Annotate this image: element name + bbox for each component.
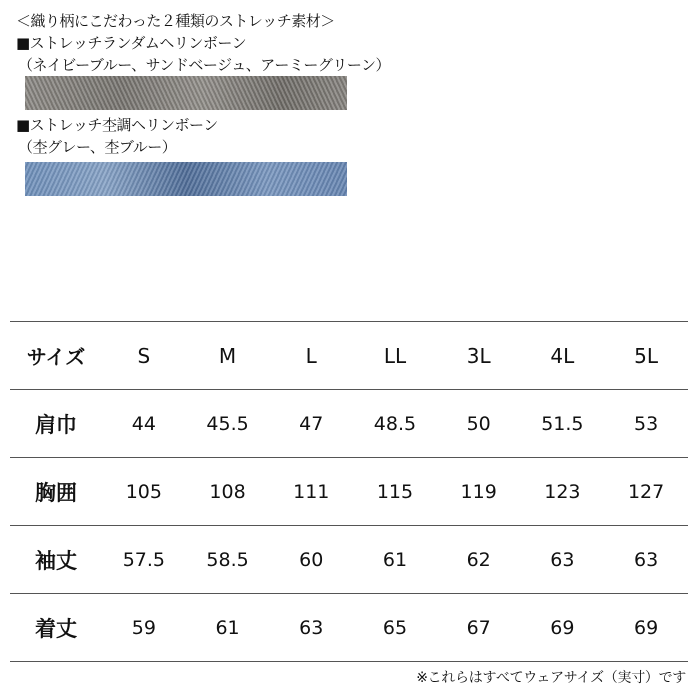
fabric-colors-heather: （杢グレー、杢ブルー） xyxy=(18,138,177,156)
table-cell: 50 xyxy=(437,390,521,458)
table-cell: 119 xyxy=(437,458,521,526)
table-cell: 69 xyxy=(604,594,688,662)
table-cell: 51.5 xyxy=(521,390,605,458)
size-header-label: サイズ xyxy=(10,322,102,390)
table-cell: 62 xyxy=(437,526,521,594)
table-cell: 44 xyxy=(102,390,186,458)
table-row-shoulder xyxy=(10,390,688,458)
row-label: 胸囲 xyxy=(10,458,102,526)
table-cell: 115 xyxy=(353,458,437,526)
table-cell: 60 xyxy=(269,526,353,594)
size-header-cell: S xyxy=(102,322,186,390)
table-row-chest xyxy=(10,458,688,526)
table-row-length xyxy=(10,594,688,662)
table-cell: 48.5 xyxy=(353,390,437,458)
fabric-swatch-gray xyxy=(25,76,347,110)
table-cell: 58.5 xyxy=(186,526,270,594)
table-cell: 111 xyxy=(269,458,353,526)
row-label: 着丈 xyxy=(10,594,102,662)
row-label: 袖丈 xyxy=(10,526,102,594)
materials-section xyxy=(16,10,391,196)
size-header-row xyxy=(10,322,688,390)
table-cell: 69 xyxy=(521,594,605,662)
row-label: 肩巾 xyxy=(10,390,102,458)
fabric-swatch-blue xyxy=(25,162,347,196)
size-header-cell: L xyxy=(269,322,353,390)
table-cell: 105 xyxy=(102,458,186,526)
size-note: ※これらはすべてウェアサイズ（実寸）です xyxy=(416,670,686,686)
size-table xyxy=(10,321,688,662)
table-cell: 63 xyxy=(269,594,353,662)
size-header-cell: 4L xyxy=(521,322,605,390)
table-row-sleeve xyxy=(10,526,688,594)
table-cell: 63 xyxy=(521,526,605,594)
size-header-cell: 5L xyxy=(604,322,688,390)
fabric-colors-herringbone: （ネイビーブルー、サンドベージュ、アーミーグリーン） xyxy=(18,56,391,74)
table-cell: 67 xyxy=(437,594,521,662)
table-cell: 57.5 xyxy=(102,526,186,594)
table-cell: 65 xyxy=(353,594,437,662)
fabric-title-herringbone: ■ストレッチランダムヘリンボーン xyxy=(16,34,247,52)
size-header-cell: 3L xyxy=(437,322,521,390)
table-cell: 53 xyxy=(604,390,688,458)
table-cell: 61 xyxy=(186,594,270,662)
table-cell: 47 xyxy=(269,390,353,458)
table-cell: 61 xyxy=(353,526,437,594)
table-cell: 63 xyxy=(604,526,688,594)
table-cell: 123 xyxy=(521,458,605,526)
materials-heading: ＜織り柄にこだわった２種類のストレッチ素材＞ xyxy=(16,12,335,30)
table-cell: 59 xyxy=(102,594,186,662)
fabric-title-heather: ■ストレッチ杢調ヘリンボーン xyxy=(16,116,218,134)
table-cell: 127 xyxy=(604,458,688,526)
size-header-cell: M xyxy=(186,322,270,390)
table-cell: 108 xyxy=(186,458,270,526)
table-cell: 45.5 xyxy=(186,390,270,458)
size-header-cell: LL xyxy=(353,322,437,390)
